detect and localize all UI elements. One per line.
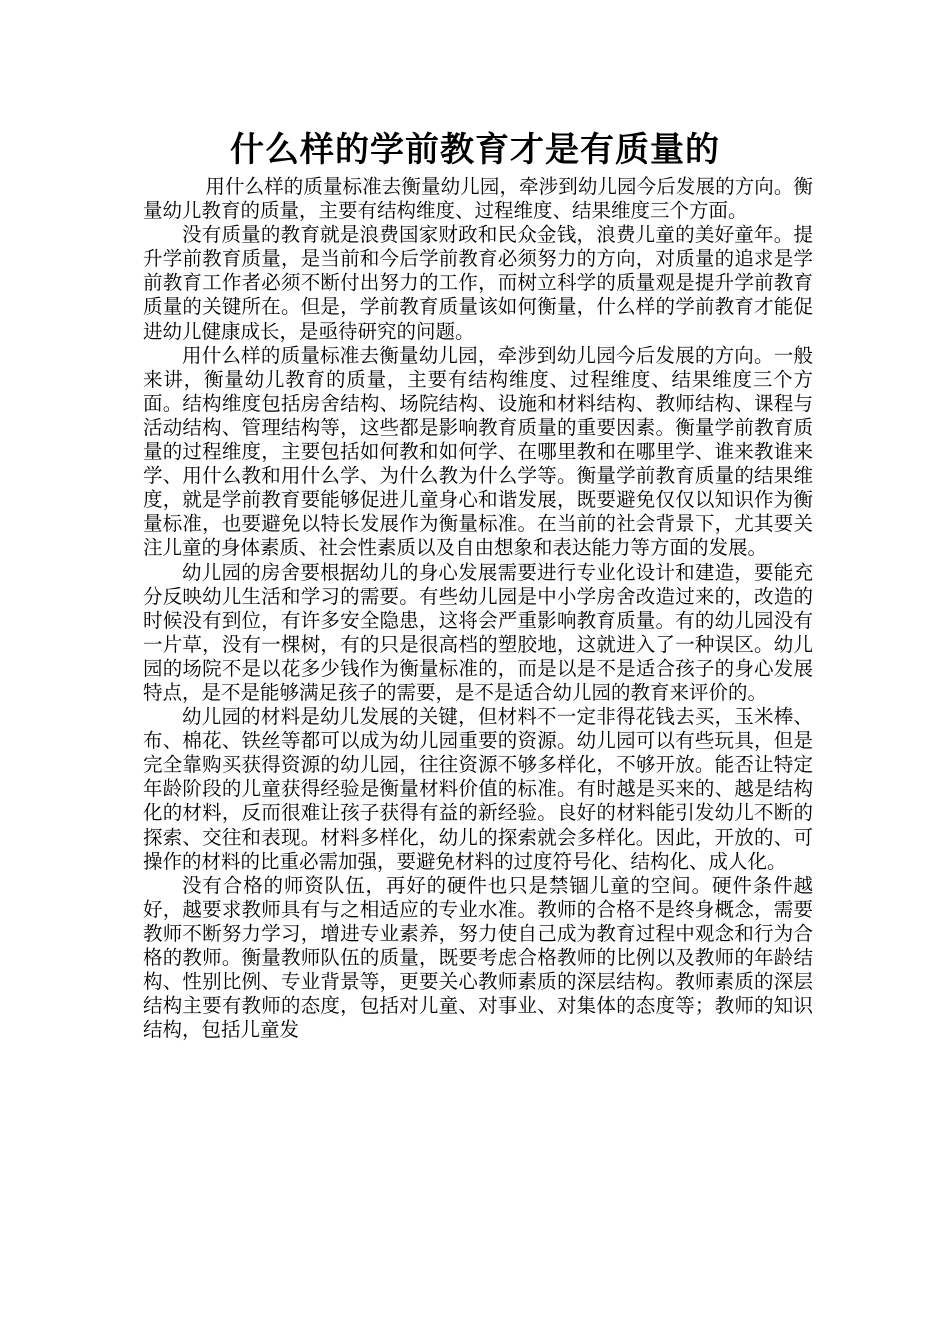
paragraph: 没有合格的师资队伍，再好的硬件也只是禁锢儿童的空间。硬件条件越好，越要求教师具有与之相适应的专业水准。教师的合格不是终身概念，需要教师不断努力学习，增进专业素养，努力使自己成为教育过程中观念和行为合格的教师。衡量教师队伍的质量，既要考虑合格教师的比例以及教师的年龄结构、性别比例、专业背景等，更要关心教师素质的深层结构。教师素质的深层结构主要有教师的态度，包括对儿童、对事业、对集体的态度等；教师的知识结构，包括儿童发	[143, 873, 813, 1042]
paragraph: 幼儿园的材料是幼儿发展的关键，但材料不一定非得花钱去买，玉米棒、布、棉花、铁丝等都可以成为幼儿园重要的资源。幼儿园可以有些玩具，但是完全靠购买获得资源的幼儿园，往往资源不够多样化，不够开放。能否让特定年龄阶段的儿童获得经验是衡量材料价值的标准。有时越是买来的、越是结构化的材料，反而很难让孩子获得有益的新经验。良好的材料能引发幼儿不断的探索、交往和表现。材料多样化，幼儿的探索就会多样化。因此，开放的、可操作的材料的比重必需加强，要避免材料的过度符号化、结构化、成人化。	[143, 705, 813, 873]
paragraph: 用什么样的质量标准去衡量幼儿园，牵涉到幼儿园今后发展的方向。一般来讲，衡量幼儿教育的质量，主要有结构维度、过程维度、结果维度三个方面。结构维度包括房舍结构、场院结构、设施和材料结构、教师结构、课程与活动结构、管理结构等，这些都是影响教育质量的重要因素。衡量学前教育质量的过程维度，主要包括如何教和如何学、在哪里教和在哪里学、谁来教谁来学、用什么教和用什么学、为什么教为什么学等。衡量学前教育质量的结果维度，就是学前教育要能够促进儿童身心和谐发展，既要避免仅仅以知识作为衡量标准，也要避免以特长发展作为衡量标准。在当前的社会背景下，尤其要关注儿童的身体素质、社会性素质以及自由想象和表达能力等方面的发展。	[143, 343, 813, 560]
paragraph: 用什么样的质量标准去衡量幼儿园，牵涉到幼儿园今后发展的方向。衡量幼儿教育的质量，主要有结构维度、过程维度、结果维度三个方面。	[143, 175, 813, 223]
paragraph: 幼儿园的房舍要根据幼儿的身心发展需要进行专业化设计和建造，要能充分反映幼儿生活和学习的需要。有些幼儿园是中小学房舍改造过来的，改造的时候没有到位，有许多安全隐患，这将会严重影响教育质量。有的幼儿园没有一片草，没有一棵树，有的只是很高档的塑胶地，这就进入了一种误区。幼儿园的场院不是以花多少钱作为衡量标准的，而是以是不是适合孩子的身心发展特点，是不是能够满足孩子的需要，是不是适合幼儿园的教育来评价的。	[143, 560, 813, 704]
paragraph: 没有质量的教育就是浪费国家财政和民众金钱，浪费儿童的美好童年。提升学前教育质量，是当前和今后学前教育必须努力的方向，对质量的追求是学前教育工作者必须不断付出努力的工作，而树立科学的质量观是提升学前教育质量的关键所在。但是，学前教育质量该如何衡量，什么样的学前教育才能促进幼儿健康成长，是亟待研究的问题。	[143, 223, 813, 343]
document-body	[143, 175, 813, 1042]
document-title: 什么样的学前教育才是有质量的	[230, 130, 720, 170]
